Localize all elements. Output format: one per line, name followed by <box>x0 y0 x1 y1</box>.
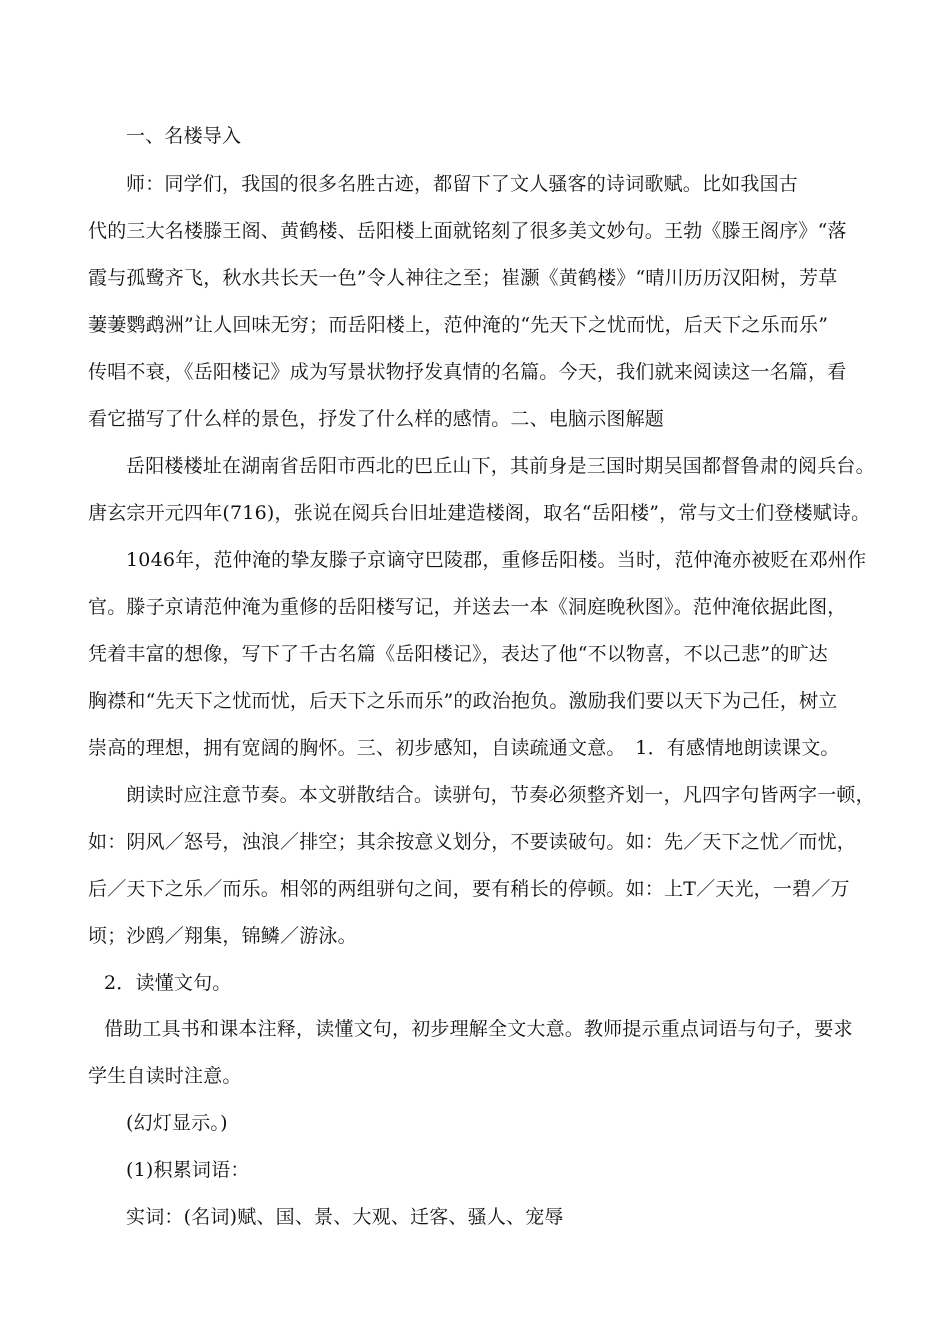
paragraph-line: 朗读时应注意节奏。本文骈散结合。读骈句，节奏必须整齐划一，凡四字句皆两字一顿， <box>126 784 875 806</box>
paragraph-line: 岳阳楼楼址在湖南省岳阳市西北的巴丘山下，其前身是三国时期吴国都督鲁肃的阅兵台。 <box>126 455 875 477</box>
subheading-vocabulary: (1)积累词语： <box>126 1159 250 1181</box>
slide-note: (幻灯显示。) <box>126 1112 228 1134</box>
paragraph-line: 萋萋鹦鹉洲”让人回味无穷；而岳阳楼上，范仲淹的“先天下之忧而忧，后天下之乐而乐” <box>88 314 829 336</box>
paragraph-line: 学生自读时注意。 <box>88 1065 242 1087</box>
paragraph-line: 官。滕子京请范仲淹为重修的岳阳楼写记，并送去一本《洞庭晚秋图》。范仲淹依据此图， <box>88 596 847 618</box>
paragraph-line: 看它描写了什么样的景色，抒发了什么样的感情。二、电脑示图解题 <box>88 408 665 430</box>
paragraph-line: 借助工具书和课本注释，读懂文句，初步理解全文大意。教师提示重点词语与句子，要求 <box>104 1018 853 1040</box>
paragraph-line: 传唱不衰，《岳阳楼记》成为写景状物抒发真情的名篇。今天，我们就来阅读这一名篇，看 <box>88 361 847 383</box>
paragraph-line: 唐玄宗开元四年(716)，张说在阅兵台旧址建造楼阁，取名“岳阳楼”，常与文士们登楼赋诗。 <box>88 502 871 524</box>
section-heading-famous-towers: 一、名楼导入 <box>126 125 242 147</box>
paragraph-line: 1046年，范仲淹的挚友滕子京谪守巴陵郡，重修岳阳楼。当时，范仲淹亦被贬在邓州作 <box>126 549 867 571</box>
paragraph-line: 如：阴风／怒号，浊浪／排空；其余按意义划分，不要读破句。如：先／天下之忧／而忧， <box>88 831 857 853</box>
list-item-heading: 2．读懂文句。 <box>104 972 232 994</box>
paragraph-line: 凭着丰富的想像，写下了千古名篇《岳阳楼记》，表达了他“不以物喜，不以己悲”的旷达 <box>88 643 828 665</box>
paragraph-line: 代的三大名楼滕王阁、黄鹤楼、岳阳楼上面就铭刻了很多美文妙句。王勃《滕王阁序》“落 <box>88 220 847 242</box>
paragraph-line: 霞与孤鹭齐飞，秋水共长天一色”令人神往之至；崔灏《黄鹤楼》“晴川历历汉阳树，芳草 <box>88 267 838 289</box>
paragraph-line: 胸襟和“先天下之忧而忧，后天下之乐而乐”的政治抱负。激励我们要以天下为己任，树立 <box>88 690 838 712</box>
paragraph-line: 后／天下之乐／而乐。相邻的两组骈句之间，要有稍长的停顿。如：上T／天光，一碧／万 <box>88 878 850 900</box>
paragraph-line: 崇高的理想，拥有宽阔的胸怀。三、初步感知，自读疏通文意。 1．有感情地朗读课文。 <box>88 737 840 759</box>
paragraph-line: 师：同学们，我国的很多名胜古迹，都留下了文人骚客的诗词歌赋。比如我国古 <box>126 173 799 195</box>
paragraph-line: 顷；沙鸥／翔集，锦鳞／游泳。 <box>88 925 357 947</box>
paragraph-line: 实词：(名词)赋、国、景、大观、迁客、骚人、宠辱 <box>126 1206 564 1228</box>
